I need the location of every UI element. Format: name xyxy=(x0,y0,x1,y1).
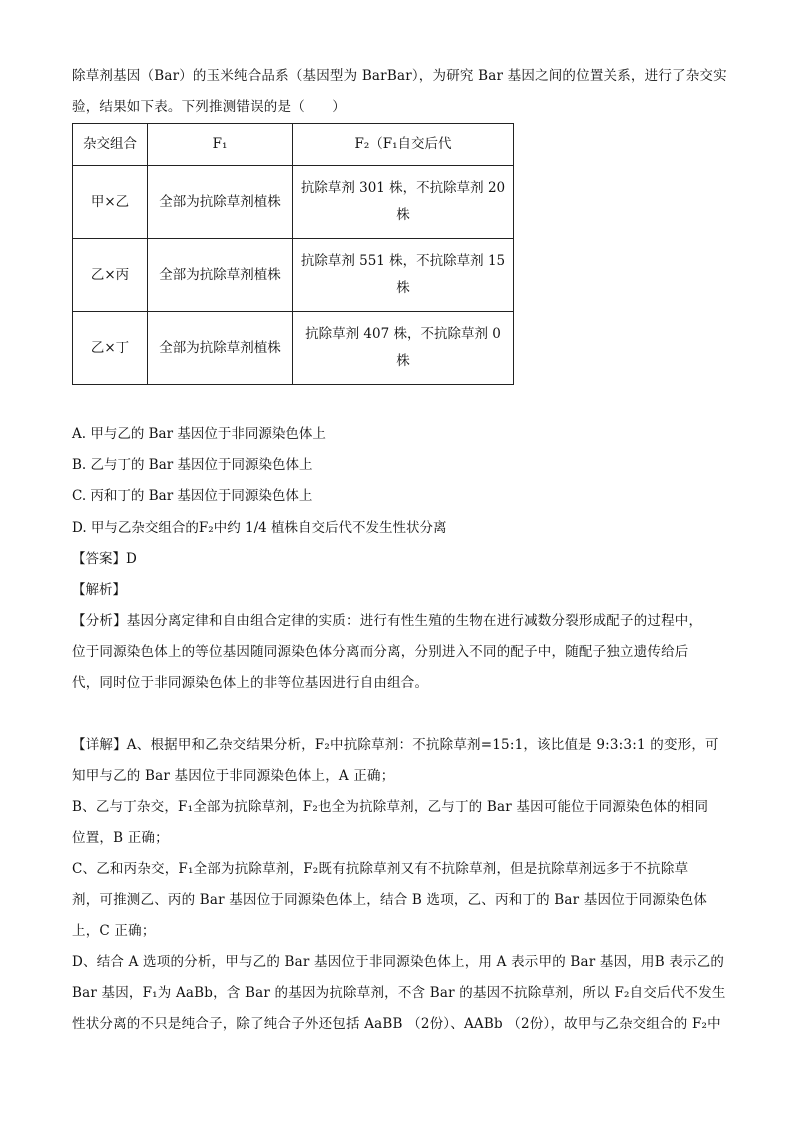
cell-f2-line-2: 株 xyxy=(396,280,410,296)
detail-paragraph xyxy=(72,730,727,1040)
cell-f1: 全部为抗除草剂植株 xyxy=(148,312,293,385)
analysis-heading: 【解析】 xyxy=(72,582,126,598)
option-b: B. 乙与丁的 Bar 基因位于同源染色体上 xyxy=(72,457,313,473)
stem-line-2: 验，结果如下表。下列推测错误的是（ ） xyxy=(72,99,346,115)
stem-line-1: 除草剂基因（Bar）的玉米纯合品系（基因型为 BarBar），为研究 Bar 基因之间的位置关系，进行了杂交实 xyxy=(72,68,727,84)
detail-line: C、乙和丙杂交，F₁全部为抗除草剂，F₂既有抗除草剂又有不抗除草剂，但是抗除草剂远多于不抗除草 xyxy=(72,861,689,877)
cell-f2 xyxy=(293,312,514,385)
cell-f2-line-1: 抗除草剂 407 株，不抗除草剂 0 xyxy=(305,326,501,342)
detail-line: D、结合 A 选项的分析，甲与乙的 Bar 基因位于非同源染色体上，用 A 表示甲的 Bar 基因，用B 表示乙的 xyxy=(72,954,725,970)
detail-line: 剂，可推测乙、丙的 Bar 基因位于同源染色体上，结合 B 选项，乙、丙和丁的 Bar 基因位于同源染色体 xyxy=(72,892,708,908)
option-c: C. 丙和丁的 Bar 基因位于同源染色体上 xyxy=(72,488,313,504)
analysis-line: 代，同时位于非同源染色体上的非等位基因进行自由组合。 xyxy=(72,675,429,691)
table-header-row xyxy=(73,124,514,166)
cell-combo: 甲×乙 xyxy=(73,166,148,239)
cell-f2 xyxy=(293,166,514,239)
cell-f1: 全部为抗除草剂植株 xyxy=(148,239,293,312)
header-cross-combo: 杂交组合 xyxy=(73,124,148,166)
table-row xyxy=(73,312,514,385)
cell-f2 xyxy=(293,239,514,312)
detail-line: 位置，B 正确； xyxy=(72,830,169,846)
analysis-line: 【分析】基因分离定律和自由组合定律的实质：进行有性生殖的生物在进行减数分裂形成配子的过程中， xyxy=(72,613,703,629)
answer-label: 【答案】D xyxy=(72,551,137,567)
analysis-line: 位于同源染色体上的等位基因随同源染色体分离而分离，分别进入不同的配子中，随配子独立遗传给后 xyxy=(72,644,689,660)
header-f1: F₁ xyxy=(148,124,293,166)
detail-line: 性状分离的不只是纯合子，除了纯合子外还包括 AaBB （2份）、AABb （2份），故甲与乙杂交组合的 F₂中 xyxy=(72,1016,721,1032)
cell-f2-line-1: 抗除草剂 551 株，不抗除草剂 15 xyxy=(300,253,506,269)
cell-f2-line-1: 抗除草剂 301 株，不抗除草剂 20 xyxy=(300,180,506,196)
option-d: D. 甲与乙杂交组合的F₂中约 1/4 植株自交后代不发生性状分离 xyxy=(72,520,447,536)
cell-combo: 乙×丁 xyxy=(73,312,148,385)
cell-combo: 乙×丙 xyxy=(73,239,148,312)
cross-results-table xyxy=(72,123,514,385)
detail-line: B、乙与丁杂交，F₁全部为抗除草剂，F₂也全为抗除草剂，乙与丁的 Bar 基因可能位于同源染色体的相同 xyxy=(72,799,709,815)
table-row xyxy=(73,166,514,239)
cell-f1: 全部为抗除草剂植株 xyxy=(148,166,293,239)
detail-line: 知甲与乙的 Bar 基因位于非同源染色体上，A 正确； xyxy=(72,768,395,784)
cell-f2-line-2: 株 xyxy=(396,207,410,223)
table-row xyxy=(73,239,514,312)
detail-line: 【详解】A、根据甲和乙杂交结果分析，F₂中抗除草剂：不抗除草剂=15:1，该比值是 9:3:3:1 的变形，可 xyxy=(72,737,719,753)
cell-f2-line-2: 株 xyxy=(396,353,410,369)
option-a: A. 甲与乙的 Bar 基因位于非同源染色体上 xyxy=(72,426,326,442)
question-stem xyxy=(72,61,727,123)
detail-line: Bar 基因，F₁为 AaBb，含 Bar 的基因为抗除草剂，不含 Bar 的基因不抗除草剂，所以 F₂自交后代不发生 xyxy=(72,985,726,1001)
header-f2: F₂（F₁自交后代 xyxy=(293,124,514,166)
detail-line: 上，C 正确； xyxy=(72,923,156,939)
analysis-paragraph xyxy=(72,606,727,699)
